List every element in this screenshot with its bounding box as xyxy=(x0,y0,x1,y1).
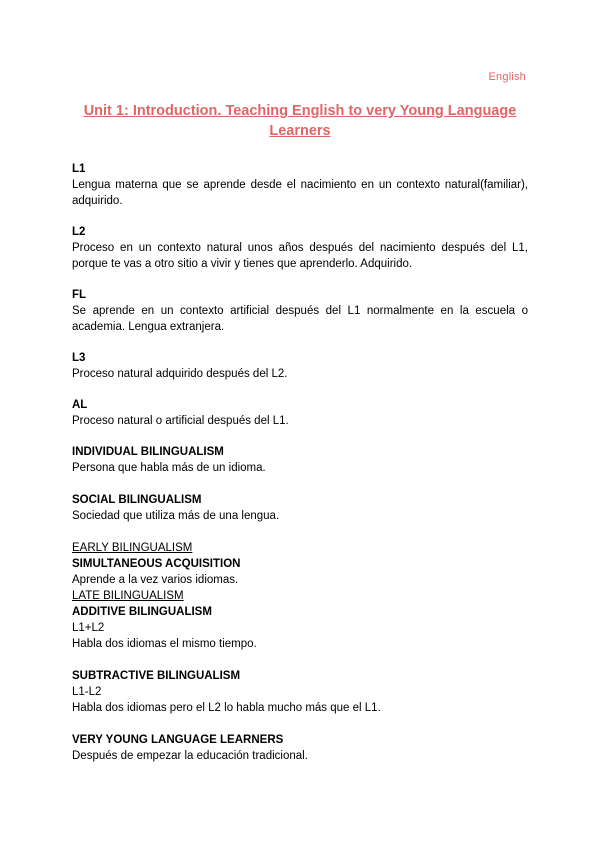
term-definition: Se aprende en un contexto artificial después del L1 normalmente en la escuela o academia. Lengua extranjera. xyxy=(72,305,528,333)
term-formula: L1+L2 xyxy=(72,622,105,634)
section-early-late-bilingualism xyxy=(72,540,528,652)
section-l2 xyxy=(72,224,528,272)
section-subtractive-bilingualism xyxy=(72,668,528,716)
section-l3 xyxy=(72,350,528,382)
term-definition: Aprende a la vez varios idiomas. xyxy=(72,574,239,586)
term-heading: ADDITIVE BILINGUALISM xyxy=(72,606,212,618)
term-definition: Después de empezar la educación tradicional. xyxy=(72,750,308,762)
term-definition: Persona que habla más de un idioma. xyxy=(72,462,266,474)
term-definition: Proceso natural o artificial después del L1. xyxy=(72,415,289,427)
section-fl xyxy=(72,287,528,335)
term-heading: L1 xyxy=(72,163,86,175)
term-heading: SIMULTANEOUS ACQUISITION xyxy=(72,558,241,570)
section-al xyxy=(72,397,528,429)
term-definition: Habla dos idiomas el mismo tiempo. xyxy=(72,638,257,650)
section-l1 xyxy=(72,161,528,209)
term-heading: AL xyxy=(72,399,88,411)
category-label: EARLY BILINGUALISM xyxy=(72,542,193,554)
term-heading: INDIVIDUAL BILINGUALISM xyxy=(72,446,224,458)
term-definition: Sociedad que utiliza más de una lengua. xyxy=(72,510,280,522)
section-individual-bilingualism xyxy=(72,444,528,476)
document-body xyxy=(72,161,528,764)
header-label: English xyxy=(488,71,526,83)
term-definition: Lengua materna que se aprende desde el nacimiento en un contexto natural(familiar), adquirido. xyxy=(72,179,528,207)
term-heading: L3 xyxy=(72,352,86,364)
term-heading: SUBTRACTIVE BILINGUALISM xyxy=(72,670,241,682)
page-title: Unit 1: Introduction. Teaching English to very Young Language Learners xyxy=(83,103,517,139)
term-heading: L2 xyxy=(72,226,86,238)
term-heading: VERY YOUNG LANGUAGE LEARNERS xyxy=(72,734,284,746)
term-definition: Habla dos idiomas pero el L2 lo habla mucho más que el L1. xyxy=(72,702,381,714)
term-definition: Proceso natural adquirido después del L2. xyxy=(72,368,288,380)
term-formula: L1-L2 xyxy=(72,686,102,698)
section-social-bilingualism xyxy=(72,492,528,524)
category-label: LATE BILINGUALISM xyxy=(72,590,184,602)
term-definition: Proceso en un contexto natural unos años después del nacimiento después del L1, porque te vas a otro sitio a vivir y tienes que aprenderlo. Adquirido. xyxy=(72,242,528,270)
term-heading: SOCIAL BILINGUALISM xyxy=(72,494,202,506)
section-very-young-language-learners xyxy=(72,732,528,764)
term-heading: FL xyxy=(72,289,87,301)
